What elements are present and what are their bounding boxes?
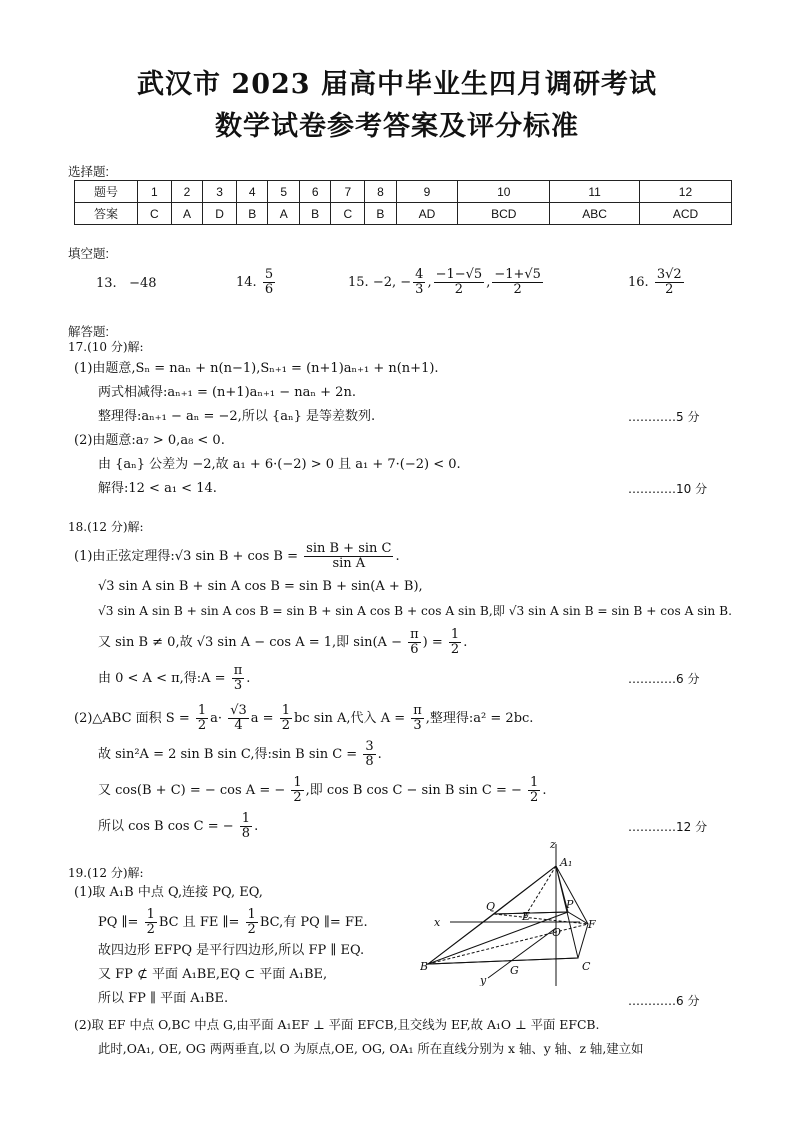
label-c: C — [582, 960, 591, 973]
p18-line: 由 0 < A < π,得:A = $\frac{\pi}{3}$ . — [98, 663, 251, 693]
table-cell: 3 — [203, 181, 237, 203]
frac-num: 1 — [146, 907, 155, 922]
p17-line: 由 {aₙ} 公差为 −2,故 a₁ + 6·(−2) > 0 且 a₁ + 7·(−2) < 0. — [98, 457, 461, 472]
p17-heading: 17.(10 分)解: — [68, 340, 144, 354]
p18-text: 又 cos(B + C) = − cos A = − — [98, 783, 286, 798]
edge-b-p — [428, 912, 568, 964]
frac-den: 2 — [293, 790, 302, 805]
frac-num: π — [410, 627, 419, 642]
frac-den: 3 — [233, 678, 243, 693]
p19-text: BC,有 PQ ∥= FE. — [259, 915, 368, 930]
label-g: G — [510, 964, 519, 977]
p19-line — [98, 908, 368, 937]
table-row — [75, 181, 732, 203]
table-cell: 9 — [396, 181, 458, 203]
frac-num: 1 — [281, 703, 290, 718]
p18-line: 所以 cos B cos C = − $\frac{1}{8}$ . — [98, 811, 259, 841]
p18-line: (1)由正弦定理得:√3 sin B + cos B = $\frac{\text{sin B + sin C}}{\text{sin A}}$ . — [74, 541, 400, 571]
score-mark: …………6 分 — [628, 994, 700, 1008]
p19-line: 此时,OA₁, OE, OG 两两垂直,以 O 为原点,OE, OG, OA₁ 所在直线分别为 x 轴、y 轴、z 轴,建立如 — [98, 1041, 644, 1056]
q15-part: −2, − — [372, 275, 412, 290]
table-header-cell: 题号 — [75, 181, 138, 203]
frac-den: 2 — [247, 922, 256, 937]
table-cell: 2 — [171, 181, 202, 203]
frac-num: π — [233, 663, 243, 678]
p18-line: √3 sin A sin B + sin A cos B = sin B + sin A cos B + cos A sin B,即 √3 sin A sin B = sin B + cos A sin B. — [98, 604, 732, 618]
label-b: B — [420, 960, 429, 973]
table-row — [75, 203, 732, 225]
frac-den: 8 — [365, 754, 374, 769]
p19-line: 又 FP ⊄ 平面 A₁BE,EQ ⊂ 平面 A₁BE, — [98, 967, 328, 982]
fill-heading: 填空题: — [68, 247, 109, 261]
table-cell: BCD — [458, 203, 550, 225]
frac-den: 8 — [241, 826, 251, 841]
label-a1: A₁ — [560, 856, 573, 869]
q13-label: 13. — [96, 276, 117, 291]
y-axis — [488, 928, 556, 978]
frac-num: sin B + sin C — [306, 541, 392, 556]
answer-table — [74, 180, 732, 225]
q15-label: 15. — [348, 275, 369, 290]
frac-num: 1 — [293, 775, 302, 790]
table-cell: B — [365, 203, 396, 225]
frac-num: 1 — [197, 703, 207, 718]
frac-num: 1 — [241, 811, 251, 826]
label-z: z — [550, 838, 556, 851]
edge-a1-f — [556, 866, 588, 924]
p18-text: ) = — [422, 635, 443, 650]
frac-den: 4 — [234, 718, 243, 733]
frac-num: √3 — [230, 703, 247, 718]
q16-label: 16. — [628, 275, 649, 290]
p18-text: 由 0 < A < π,得:A = — [98, 671, 226, 686]
label-x: x — [434, 916, 441, 929]
score-mark: …………5 分 — [628, 410, 700, 424]
p17-line: 整理得:aₙ₊₁ − aₙ = −2,所以 {aₙ} 是等差数列. — [98, 409, 376, 424]
p18-line: 故 sin²A = 2 sin B sin C,得:sin B sin C = $\frac{3}{8}$ . — [98, 739, 382, 769]
table-cell: ACD — [639, 203, 731, 225]
p17-line: 两式相减得:aₙ₊₁ = (n+1)aₙ₊₁ − naₙ + 2n. — [98, 385, 356, 400]
p18-heading: 18.(12 分)解: — [68, 520, 144, 534]
p18-text: 所以 cos B cos C = − — [98, 819, 234, 834]
score-mark: …………6 分 — [628, 672, 700, 686]
solve-heading: 解答题: — [68, 325, 109, 339]
table-cell: ABC — [550, 203, 640, 225]
fill-q15: 15. −2, − $\frac{4}{3}$ , $\frac{-1-√5}{2}$ , $\frac{-1+√5}{2}$ — [348, 267, 541, 297]
edge-b-f — [428, 924, 588, 964]
table-cell: 4 — [237, 181, 268, 203]
p18-text: 又 sin B ≠ 0,故 √3 sin A − cos A = 1,即 sin(A − — [98, 635, 402, 650]
title-line-1: 武汉市 2023 届高中毕业生四月调研考试 — [137, 69, 657, 100]
table-cell: A — [171, 203, 202, 225]
table-cell: C — [331, 203, 365, 225]
p18-line: √3 sin A sin B + sin A cos B = sin B + sin(A + B), — [98, 579, 423, 594]
fill-q14 — [236, 268, 277, 297]
p19-text: BC 且 FE ∥= — [158, 915, 240, 930]
q14-label: 14. — [236, 275, 257, 290]
p19-line: (1)取 A₁B 中点 Q,连接 PQ, EQ, — [74, 885, 263, 900]
score-mark: …………10 分 — [628, 482, 708, 496]
p17-line: 解得:12 < a₁ < 14. — [98, 481, 217, 496]
p19-text: PQ ∥= — [98, 915, 139, 930]
table-cell: 8 — [365, 181, 396, 203]
p18-text: 故 sin²A = 2 sin B sin C,得:sin B sin C = — [98, 747, 358, 762]
p18-text: a· — [210, 711, 223, 726]
q15-f1-den: 3 — [415, 282, 424, 297]
p18-line: 又 cos(B + C) = − cos A = − $\frac{1}{2}$ ,即 cos B cos C − sin B sin C = − $\frac{1}{2}$ . — [98, 775, 547, 805]
p18-text: ,整理得:a² = 2bc. — [425, 711, 534, 726]
q15-f2-num: −1−√5 — [435, 267, 483, 282]
q15-f2-den: 2 — [454, 282, 464, 297]
table-cell: 12 — [639, 181, 731, 203]
frac-den: 2 — [197, 718, 207, 733]
fill-q16 — [628, 268, 686, 297]
p18-text: bc sin A,代入 A = — [293, 711, 406, 726]
table-cell: 10 — [458, 181, 550, 203]
pyramid-figure — [420, 836, 620, 986]
p18-text: (1)由正弦定理得:√3 sin B + cos B = — [74, 549, 299, 564]
q16-num: 3√2 — [656, 267, 682, 282]
frac-num: π — [413, 703, 422, 718]
frac-den: 2 — [281, 718, 290, 733]
frac-den: sin A — [332, 556, 366, 571]
table-cell: 1 — [138, 181, 172, 203]
frac-num: 1 — [450, 627, 460, 642]
p19-line: 所以 FP ∥ 平面 A₁BE. — [98, 991, 229, 1006]
label-y: y — [480, 974, 487, 986]
frac-den: 2 — [146, 922, 155, 937]
p18-line: 又 sin B ≠ 0,故 √3 sin A − cos A = 1,即 sin(A − $\frac{\pi}{6}$ ) = $\frac{1}{2}$ . — [98, 627, 468, 657]
title-line-2: 数学试卷参考答案及评分标准 — [215, 111, 579, 142]
base-outline — [428, 912, 588, 964]
table-cell: 11 — [550, 181, 640, 203]
table-cell: D — [203, 203, 237, 225]
p17-line: (1)由题意,Sₙ = naₙ + n(n−1),Sₙ₊₁ = (n+1)aₙ₊₁ + n(n+1). — [74, 361, 439, 376]
fill-q13 — [96, 276, 157, 291]
p18-text: a = — [250, 711, 274, 726]
table-cell: C — [138, 203, 172, 225]
p18-text: (2)△ABC 面积 S = — [74, 711, 190, 726]
p18-text: ,即 cos B cos C − sin B sin C = − — [305, 783, 522, 798]
q15-f1-num: 4 — [415, 267, 424, 282]
score-mark: …………12 分 — [628, 820, 708, 834]
q15-f3-num: −1+√5 — [494, 267, 541, 282]
p17-line: (2)由题意:a₇ > 0,a₈ < 0. — [74, 433, 225, 448]
frac-den: 6 — [410, 642, 419, 657]
frac-den: 2 — [530, 790, 539, 805]
frac-num: 1 — [247, 907, 256, 922]
table-cell: A — [268, 203, 299, 225]
table-cell: 5 — [268, 181, 299, 203]
p19-line: 故四边形 EFPQ 是平行四边形,所以 FP ∥ EQ. — [98, 943, 365, 958]
label-f: F — [588, 918, 596, 931]
frac-den: 3 — [413, 718, 422, 733]
q15-f3-den: 2 — [513, 282, 522, 297]
p18-line — [74, 704, 533, 733]
choice-heading: 选择题: — [68, 165, 109, 179]
q13-answer: −48 — [129, 276, 157, 291]
table-cell: B — [237, 203, 268, 225]
frac-den: 2 — [450, 642, 460, 657]
q14-num: 5 — [264, 267, 274, 282]
label-e: E — [522, 910, 531, 923]
table-cell: AD — [396, 203, 458, 225]
label-q: Q — [486, 900, 496, 913]
p19-heading: 19.(12 分)解: — [68, 866, 144, 880]
frac-num: 1 — [530, 775, 539, 790]
table-header-cell: 答案 — [75, 203, 138, 225]
q16-den: 2 — [665, 282, 674, 297]
table-cell: 7 — [331, 181, 365, 203]
frac-num: 3 — [365, 739, 374, 754]
label-o: O — [552, 926, 562, 939]
q14-den: 6 — [264, 282, 274, 297]
table-cell: 6 — [299, 181, 330, 203]
table-cell: B — [299, 203, 330, 225]
p19-line: (2)取 EF 中点 O,BC 中点 G,由平面 A₁EF ⊥ 平面 EFCB,且交线为 EF,故 A₁O ⊥ 平面 EFCB. — [74, 1017, 600, 1032]
label-p: P — [566, 898, 574, 911]
